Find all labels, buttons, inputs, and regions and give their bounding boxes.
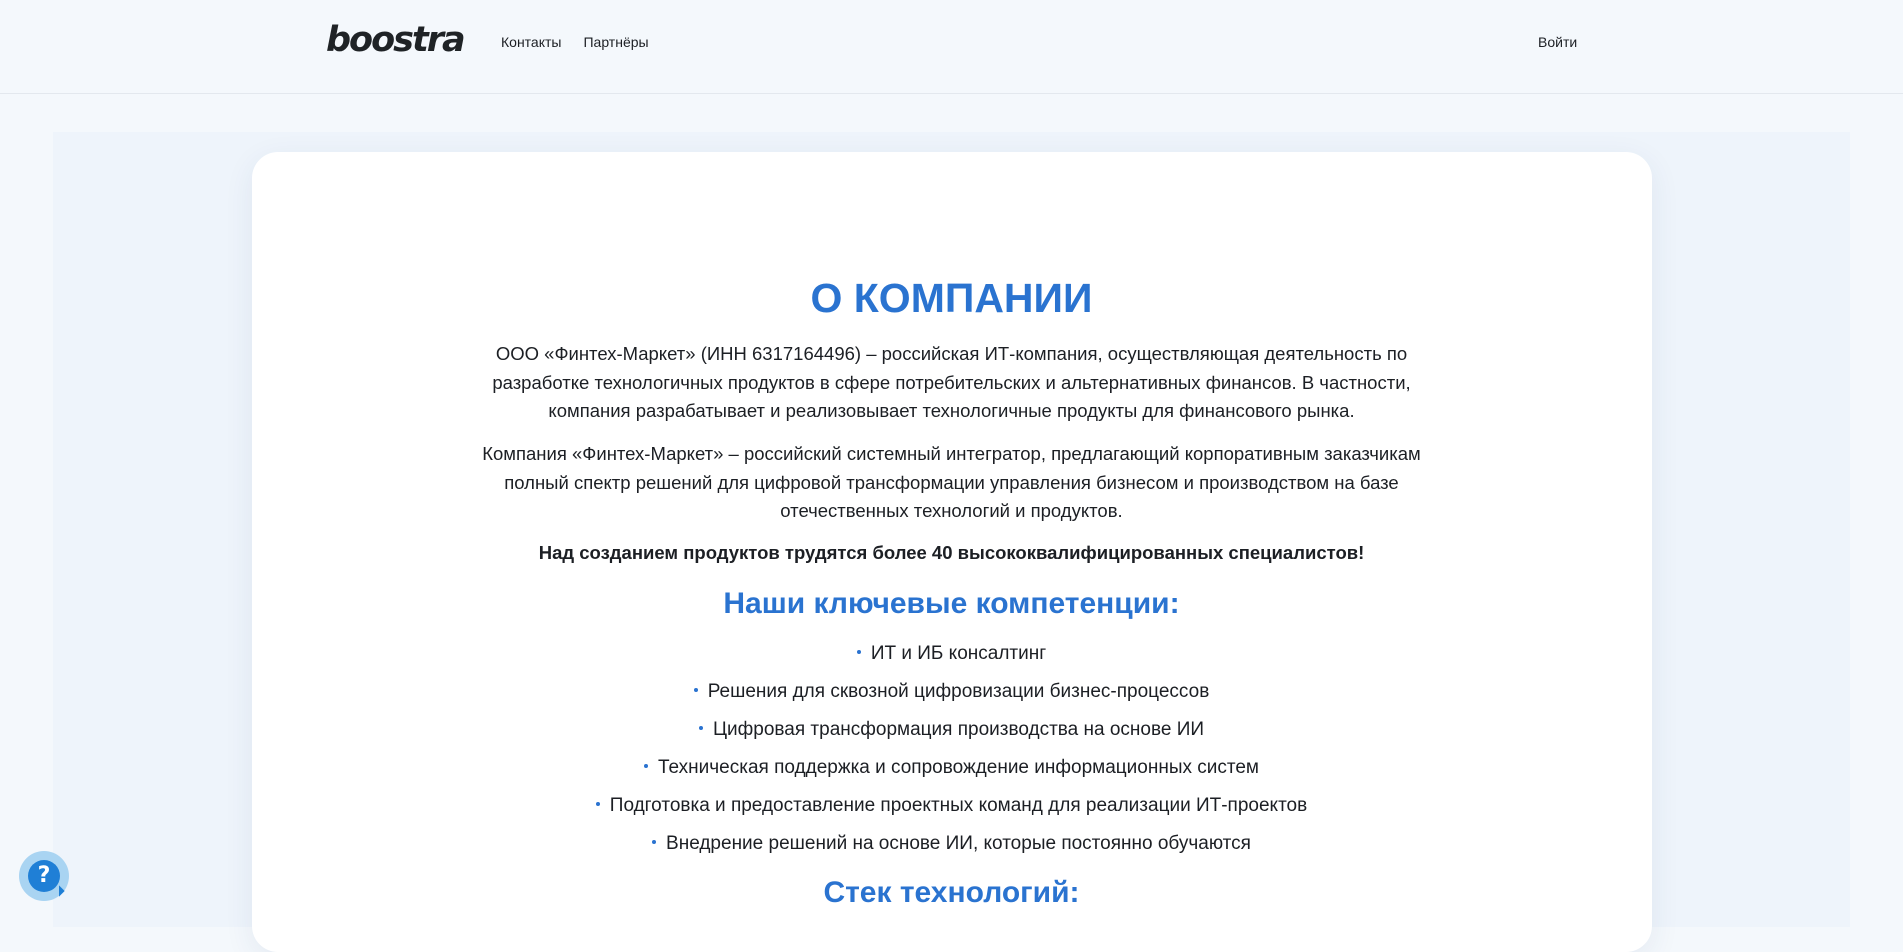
tech-stack-heading: Стек технологий: (823, 876, 1080, 909)
site-header (0, 0, 1903, 94)
login-link[interactable]: Войти (1538, 34, 1578, 50)
bullet-icon (857, 650, 861, 654)
list-item-label: Решения для сквозной цифровизации бизнес-процессов (707, 681, 1210, 702)
list-item (0, 677, 1903, 715)
bullet-icon (694, 688, 698, 692)
competencies-list (0, 639, 1903, 867)
about-paragraph-2: Компания «Финтех-Маркет» – российский системный интегратор, предлагающий корпоративным заказчикам полный спектр решений для цифровой трансформации управления бизнесом и производством на базе отечественных технологий и продуктов. (482, 443, 1421, 521)
boostra-logo[interactable]: boostra (326, 20, 464, 60)
list-item-label: Цифровая трансформация производства на основе ИИ (712, 719, 1205, 740)
question-bubble-icon: ? (28, 860, 60, 892)
main-nav (501, 34, 649, 50)
list-item (0, 829, 1903, 867)
page-title: О КОМПАНИИ (810, 275, 1093, 321)
list-item-label: Внедрение решений на основе ИИ, которые постоянно обучаются (666, 833, 1251, 854)
help-chat-button[interactable] (19, 851, 69, 901)
bullet-icon (699, 726, 703, 730)
list-item (0, 639, 1903, 677)
about-paragraph-1: ООО «Финтех-Маркет» (ИНН 6317164496) – российская ИТ-компания, осуществляющая деятельность по разработке технологичных продуктов в сфере потребительских и альтернативных финансов. В частности, компания разрабатывает и реализовывает технологичные продукты для финансового рынка. (492, 343, 1411, 421)
list-item (0, 715, 1903, 753)
list-item-label: ИТ и ИБ консалтинг (870, 643, 1047, 664)
bullet-icon (652, 840, 656, 844)
competencies-heading: Наши ключевые компетенции: (723, 587, 1180, 620)
bullet-icon (644, 764, 648, 768)
list-item-label: Техническая поддержка и сопровождение информационных систем (657, 757, 1259, 778)
bullet-icon (596, 802, 600, 806)
specialists-highlight: Над созданием продуктов трудятся более 40 высококвалифицированных специалистов! (538, 542, 1365, 563)
list-item (0, 791, 1903, 829)
list-item (0, 753, 1903, 791)
nav-link-partners[interactable]: Партнёры (583, 34, 649, 50)
nav-link-contacts[interactable]: Контакты (501, 34, 562, 50)
list-item-label: Подготовка и предоставление проектных команд для реализации ИТ-проектов (609, 795, 1308, 816)
